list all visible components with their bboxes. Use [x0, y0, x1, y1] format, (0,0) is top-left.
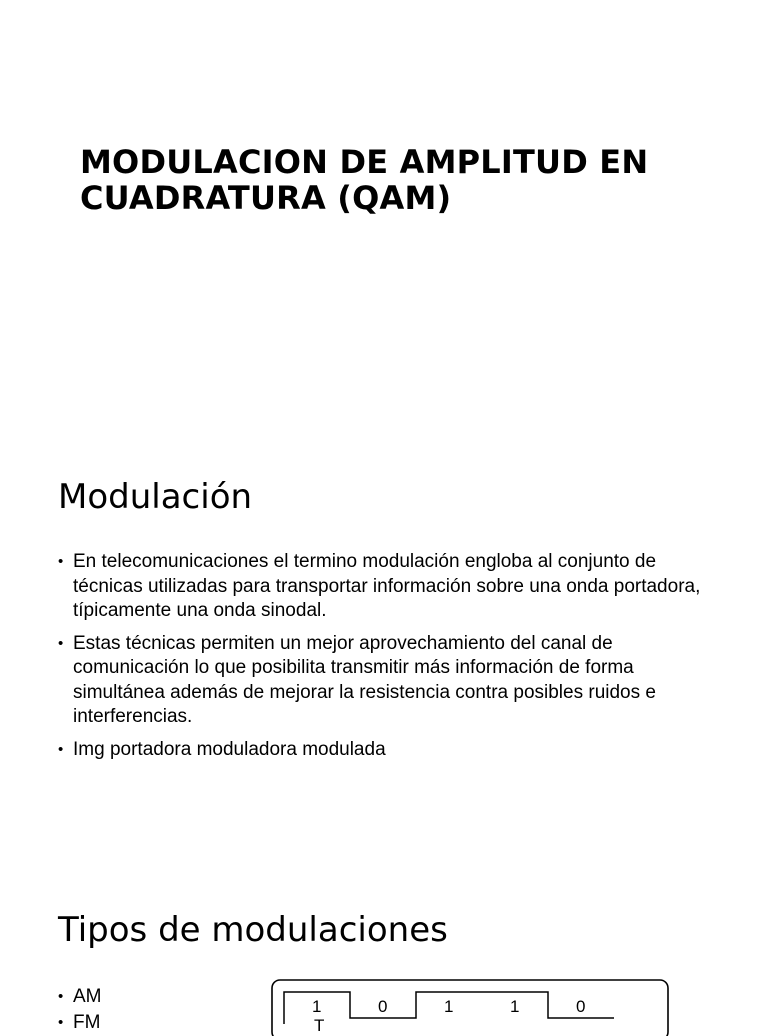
bullet-text: Img portadora moduladora modulada: [73, 738, 386, 760]
bullet-text: En telecomunicaciones el termino modulación engloba al conjunto de técnicas utilizadas para transportar información sobre una onda portadora, típicamente una onda sinodal.: [73, 551, 701, 621]
tipos-bullet-list: [58, 984, 102, 1036]
modulacion-heading: Modulación: [58, 477, 253, 517]
list-item: [58, 1010, 102, 1036]
bit-label: 1: [312, 997, 322, 1016]
presentation-title: MODULACION DE AMPLITUD EN CUADRATURA (QAM): [80, 143, 649, 217]
bullet-icon: •: [58, 553, 64, 570]
bullet-icon: •: [58, 1014, 64, 1031]
bullet-icon: •: [58, 988, 64, 1005]
list-item: [58, 984, 102, 1010]
bit-label: 0: [576, 997, 586, 1016]
bit-label: 0: [378, 997, 388, 1016]
bullet-icon: •: [58, 740, 64, 758]
bullet-text: FM: [73, 1012, 101, 1033]
bit-label: 1: [510, 997, 520, 1016]
period-label: T: [314, 1016, 325, 1035]
list-item: [58, 738, 718, 763]
diagram-frame: [272, 980, 668, 1036]
bullet-text: AM: [73, 986, 102, 1007]
bit-labels: [312, 997, 585, 1016]
modulacion-bullet-list: [58, 550, 718, 770]
list-item: [58, 550, 718, 624]
bullet-icon: •: [58, 634, 64, 652]
bullet-text: Estas técnicas permiten un mejor aprovechamiento del canal de comunicación lo que posibilita transmitir más información de forma simultánea además de mejorar la resistencia contra posibles ruidos e interferencias.: [73, 632, 656, 727]
bit-label: 1: [444, 997, 454, 1016]
digital-signal-diagram: [270, 978, 670, 1035]
tipos-heading: Tipos de modulaciones: [58, 910, 448, 950]
list-item: [58, 632, 718, 730]
